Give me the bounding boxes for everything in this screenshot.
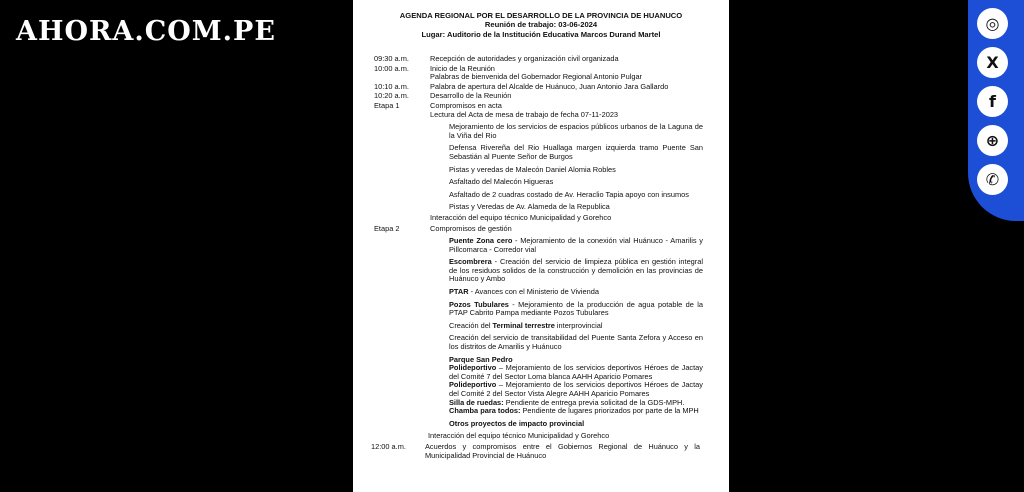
etapa2-item xyxy=(449,288,703,297)
etapa2-item-title: Chamba para todos: xyxy=(449,406,521,416)
etapa2-item xyxy=(449,258,703,284)
etapa2-item-text: – Mejoramiento de los servicios deportivos Héroes de Jactay del Comité 7 del Sector Loma blanca AAHH Aparicio Pomares xyxy=(449,363,703,381)
etapa2-item-title: Polideportivo xyxy=(449,363,497,373)
etapa2-item-text: - Creación del servicio de limpieza pública en gestión integral de los residuos solidos de la construcción y demolición en las provincias de Huánuco y Ambo xyxy=(449,257,703,284)
closing-desc: Acuerdos y compromisos entre el Gobiernos Regional de Huánuco y la Municipalidad Provincial de Huánuco xyxy=(425,441,700,460)
etapa2-items xyxy=(353,237,729,428)
schedule-row xyxy=(353,83,729,92)
list-item xyxy=(353,178,729,187)
schedule-list xyxy=(353,55,729,119)
etapa2-item-title: Parque San Pedro xyxy=(449,354,513,364)
list-item xyxy=(353,322,729,331)
etapa2-item-title: Escombrera xyxy=(449,257,492,267)
closing-row xyxy=(353,443,729,460)
schedule-time: 10:20 a.m. xyxy=(374,91,409,101)
list-item xyxy=(353,381,729,398)
schedule-desc: Inicio de la Reunión xyxy=(430,63,495,73)
etapa2-item-text: interprovincial xyxy=(554,320,603,330)
schedule-desc: Compromisos en acta xyxy=(430,100,502,110)
x-icon[interactable]: X xyxy=(977,47,1008,78)
list-item xyxy=(353,334,729,351)
schedule-desc: Palabras de bienvenida del Gobernador Regional Antonio Pulgar xyxy=(430,72,643,82)
etapa2-item xyxy=(449,420,703,429)
schedule-desc: Recepción de autoridades y organización civil organizada xyxy=(430,54,619,63)
etapa2-item-text: - Mejoramiento de la conexión vial Huánuco - Amarilis y Pillcomarca - Corredor vial xyxy=(449,236,703,254)
etapa2-item-pre: Creación del xyxy=(449,320,493,330)
schedule-time: 10:00 a.m. xyxy=(374,63,409,73)
etapa1-item-text: Defensa Rivereña del Rio Huallaga margen izquierda tramo Puente San Sebastián al Puente Señor de Burgos xyxy=(449,143,703,161)
etapa2-item-text: Creación del servicio de transitabilidad del Puente Santa Zefora y Acceso en los distritos de Amarilis y Huánuco xyxy=(449,333,703,352)
document-title: AGENDA REGIONAL POR EL DESARROLLO DE LA PROVINCIA DE HUANUCO xyxy=(399,11,683,20)
etapa2-item-text: Pendiente de entrega previa solicitad de la GDS-MPH. xyxy=(503,397,685,407)
etapa2-item-title: Silla de ruedas: xyxy=(449,397,504,407)
list-item xyxy=(353,203,729,212)
etapa2-item-title: Polideportivo xyxy=(449,380,497,390)
document-header xyxy=(353,11,729,39)
etapa2-close-row xyxy=(353,432,729,441)
schedule-row xyxy=(353,55,729,64)
schedule-desc: Palabra de apertura del Alcalde de Huánuco, Juan Antonio Jara Gallardo xyxy=(430,81,669,91)
meeting-location: Lugar: Auditorio de la Institución Educativa Marcos Durand Martel xyxy=(421,29,661,39)
etapa2-item xyxy=(449,322,703,331)
etapa2-item-title: Puente Zona cero xyxy=(449,236,513,246)
closing-time: 12:00 a.m. xyxy=(371,441,406,451)
etapa2-item-text: - Avances con el Ministerio de Vivienda xyxy=(468,287,599,297)
etapa2-item-text: – Mejoramiento de los servicios deportivos Héroes de Jactay del Comité 2 del Sector Vista Alegre AAHH Aparicio Pomares xyxy=(449,380,703,398)
etapa2-item-text: Pendiente de lugares priorizados por parte de la MPH xyxy=(520,406,699,416)
schedule-desc: Desarrollo de la Reunión xyxy=(430,91,512,101)
schedule-time: Etapa 1 xyxy=(374,100,400,110)
etapa2-item xyxy=(449,364,703,381)
etapa1-close-row xyxy=(353,214,729,223)
list-item xyxy=(353,258,729,284)
etapa2-row xyxy=(353,225,729,234)
etapa2-item-text: - Mejoramiento de la producción de agua potable de la PTAP Cabrito Pampa mediante Pozos Tubulares xyxy=(449,299,703,318)
schedule-time: 10:10 a.m. xyxy=(374,81,409,91)
list-item xyxy=(353,237,729,254)
list-item xyxy=(353,288,729,297)
schedule-time: 09:30 a.m. xyxy=(374,54,409,63)
schedule-desc: Lectura del Acta de mesa de trabajo de fecha 07-11-2023 xyxy=(430,109,619,119)
meeting-label: Reunión de trabajo: 03-06-2024 xyxy=(484,20,598,30)
schedule-row xyxy=(353,92,729,101)
etapa2-item xyxy=(449,407,703,416)
whatsapp-icon[interactable]: ✆ xyxy=(977,164,1008,195)
etapa1-items xyxy=(353,123,729,212)
etapa2-item xyxy=(449,237,703,254)
etapa2-label: Etapa 2 xyxy=(374,223,400,233)
instagram-icon[interactable]: ◎ xyxy=(977,8,1008,39)
etapa1-item-text: Asfaltado del Malecón Higueras xyxy=(449,177,554,187)
etapa2-item xyxy=(449,381,703,398)
list-item xyxy=(353,166,729,175)
etapa2-item-title: PTAR xyxy=(449,287,469,297)
schedule-row xyxy=(353,111,729,120)
site-logo: AHORA.COM.PE xyxy=(16,16,276,47)
list-item xyxy=(353,364,729,381)
etapa2-item-title: Otros proyectos de impacto provincial xyxy=(449,418,585,428)
list-item xyxy=(353,420,729,429)
list-item xyxy=(353,301,729,318)
etapa1-item-text: Asfaltado de 2 cuadras costado de Av. Heraclio Tapia apoyo con insumos xyxy=(449,189,689,199)
facebook-icon[interactable]: f xyxy=(977,86,1008,117)
web-icon[interactable]: ⊕ xyxy=(977,125,1008,156)
etapa2-item-title: Pozos Tubulares xyxy=(449,299,509,309)
etapa2-close: Interacción del equipo técnico Municipalidad y Gorehco xyxy=(428,431,610,441)
list-item xyxy=(353,407,729,416)
etapa1-item-text: Pistas y Veredas de Av. Alameda de la Republica xyxy=(449,202,610,212)
schedule-row xyxy=(353,73,729,82)
etapa1-close: Interacción del equipo técnico Municipalidad y Gorehco xyxy=(430,212,612,222)
agenda-document xyxy=(353,0,729,492)
etapa2-item xyxy=(449,301,703,318)
social-bar xyxy=(968,0,1024,221)
etapa2-item-title: Terminal terrestre xyxy=(492,320,555,330)
agenda-body xyxy=(353,55,729,460)
etapa1-item-text: Mejoramiento de los servicios de espacios públicos urbanos de la Laguna de la Viña del Rio xyxy=(449,122,703,140)
etapa2-desc: Compromisos de gestión xyxy=(430,223,512,233)
etapa2-item xyxy=(449,334,703,351)
etapa1-item-text: Pistas y veredas de Malecón Daniel Alomia Robles xyxy=(449,164,616,174)
list-item xyxy=(353,144,729,161)
list-item xyxy=(353,123,729,140)
list-item xyxy=(353,191,729,200)
